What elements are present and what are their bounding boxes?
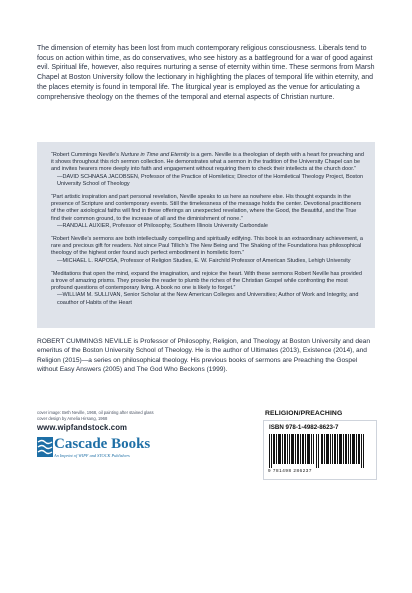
endorsement-attribution: —RANDALL AUXIER, Professor of Philosophy, Southern Illinois University Carbondale <box>57 222 268 229</box>
endorsement-quote: “Robert Neville’s sermons are both intellectually compelling and spiritually edifying. This book is an extraordinary achievement, a rare and precious gift for readers. Not since Paul Tillich’s The New Being and The Shaking of the Foundations has philosophical theology of the highest order found such perfect embodiment in homiletic form.” <box>51 236 363 257</box>
publisher-name: Cascade Books <box>54 436 151 452</box>
barcode-icon <box>269 434 369 468</box>
intro-paragraph: The dimension of eternity has been lost from much contemporary religious consciousness. Liberals tend to focus on action within time, as do conservatives, who see history as a battleground for a war of good against evil. Spiritual life, however, also requires nurturing a sense of eternity within time. These sermons from Marsh Chapel at Boston University follow the lectionary in highlighting the places of temporal life within eternity, and the places eternity is found in temporal life. The liturgical year is employed as the venue for articulating a comprehensive theology on the themes of the temporal and eternal aspects of Christian nurture. <box>37 45 375 101</box>
category-label: RELIGION/PREACHING <box>265 410 343 417</box>
credit-image: cover image: Beth Neville, 1968, oil painting after stained glass <box>37 410 154 415</box>
publisher-tagline: An Imprint of WIPF and STOCK Publishers <box>54 453 130 458</box>
publisher-logo <box>37 436 155 460</box>
barcode-box <box>263 420 377 480</box>
endorsement-attribution: —MICHAEL L. RAPOSA, Professor of Religion Studies, E. W. Fairchild Professor of American Studies, Lehigh University <box>57 257 351 264</box>
publisher-url[interactable]: www.wipfandstock.com <box>37 423 128 432</box>
author-bio: ROBERT CUMMINGS NEVILLE is Professor of Philosophy, Religion, and Theology at Boston University and dean emeritus of the Boston University School of Theology. He is the author of Ultimates (2013), Existence (2014), and Religion (2015)—a series on philosophical theology. His previous books of sermons are Preaching the Gospel without Easy Answers (2005) and The God Who Beckons (1999). <box>37 338 371 373</box>
endorsement <box>51 194 365 230</box>
endorsement-attribution: —WILLIAM M. SULLIVAN, Senior Scholar at the New American Colleges and Universities; Author of Work and Integrity, and coauthor of Habits of the Heart <box>57 292 359 306</box>
endorsement <box>51 271 365 307</box>
endorsement-quote: “Robert Cummings Neville’s Nurture in Time and Eternity is a gem. Neville is a theologian of depth with a heart for preaching and it shows throughout this rich sermon collection. He demonstrates what a sermon in the tradition of the University Chapel can be and invites hearers more deeply into faith and engagement without requiring them to check their intellects at the church door.” <box>51 152 364 173</box>
endorsement <box>51 152 365 188</box>
barcode-digits: 9 781498 286237 <box>268 468 313 473</box>
cascade-waves-icon <box>37 437 53 457</box>
endorsement-attribution: —DAVID SCHNASA JACOBSEN, Professor of the Practice of Homiletics; Director of the Homiletical Theology Project, Boston University School of Theology <box>57 173 364 187</box>
endorsement-quote: “Part artistic inspiration and part personal revelation, Neville speaks to us here as nowhere else. His thought expands in the presence of Scripture and contemporary events. Still the timelessness of the message holds the center. Devotional practitioners of the other axiological faiths will find in these offerings an unexpected revelation, where the Good, the Beautiful, and the True find their common ground, to the increase of all and the diminishment of none.” <box>51 194 362 222</box>
isbn-number: ISBN 978-1-4982-8623-7 <box>269 424 339 431</box>
credit-design: cover design by Amelia Hirsang, 1968 <box>37 415 108 421</box>
endorsement <box>51 236 365 265</box>
endorsement-quote: “Meditations that open the mind, expand the imagination, and rejoice the heart. With these sermons Robert Neville has provided a trove of amazing prisms. They provoke the reader to plumb the riches of the Christian Gospel while confronting the most profound questions of contemporary living. A book no one is likely to forget.” <box>51 270 362 292</box>
cover-credits <box>37 410 187 421</box>
endorsements-panel <box>37 142 375 328</box>
